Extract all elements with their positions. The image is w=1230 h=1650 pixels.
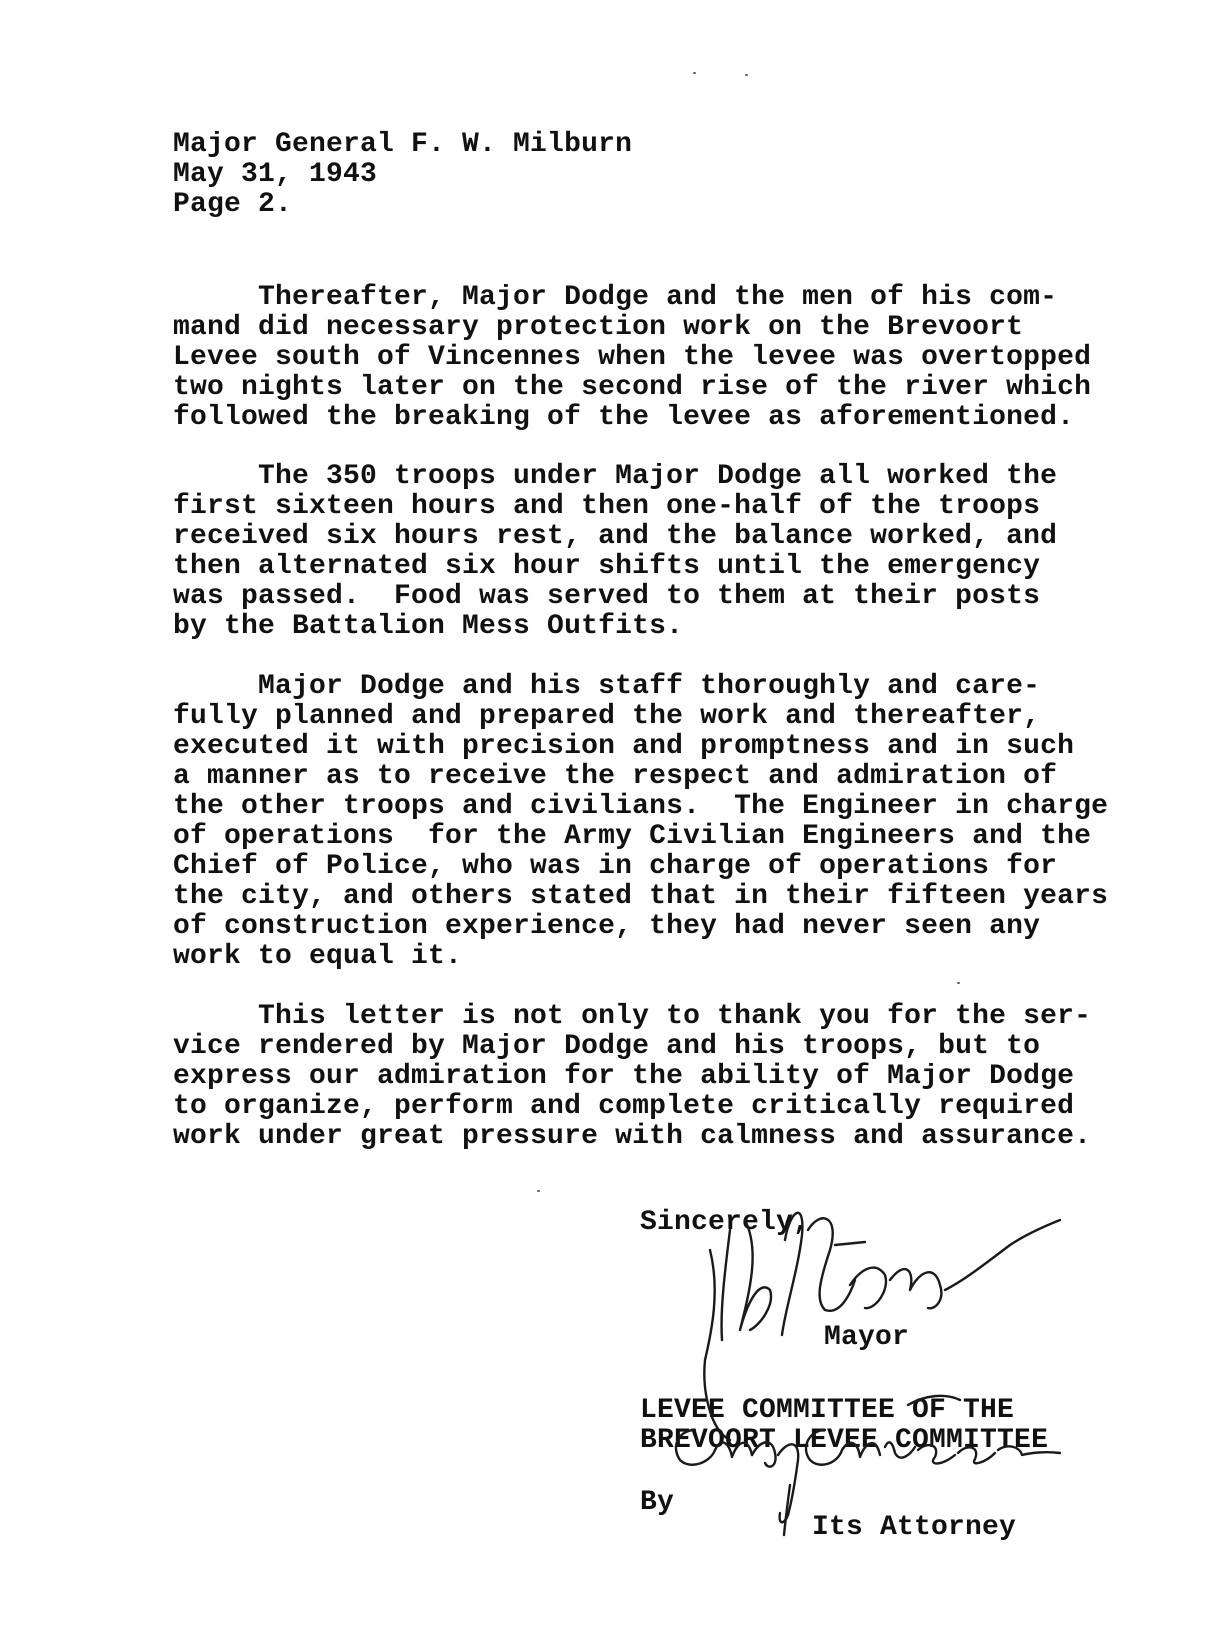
scan-speck xyxy=(537,1190,540,1192)
paragraph-line: The 350 troops under Major Dodge all worked the xyxy=(173,461,1058,492)
attorney-title: Its Attorney xyxy=(812,1512,1017,1543)
attorney-signature xyxy=(660,1375,1080,1545)
page-number-line: Page 2. xyxy=(173,189,293,220)
paragraph-line: work under great pressure with calmness and assurance. xyxy=(173,1121,1092,1152)
mayor-title: Mayor xyxy=(824,1322,910,1353)
paragraph-line: received six hours rest, and the balance worked, and xyxy=(173,521,1058,552)
paragraph-line: express our admiration for the ability of Major Dodge xyxy=(173,1061,1075,1092)
paragraph-line: Thereafter, Major Dodge and the men of his com- xyxy=(173,282,1058,313)
paragraph-line: This letter is not only to thank you for the ser- xyxy=(173,1001,1092,1032)
paragraph-line: first sixteen hours and then one-half of the troops xyxy=(173,491,1041,522)
paragraph-line: was passed. Food was served to them at their posts xyxy=(173,581,1041,612)
paragraph-line: then alternated six hour shifts until the emergency xyxy=(173,551,1041,582)
date-line: May 31, 1943 xyxy=(173,159,378,190)
paragraph-line: fully planned and prepared the work and thereafter, xyxy=(173,701,1041,732)
paragraph-line: the other troops and civilians. The Engineer in charge xyxy=(173,791,1109,822)
paragraph-line: by the Battalion Mess Outfits. xyxy=(173,611,684,642)
paragraph-line: Levee south of Vincennes when the levee was overtopped xyxy=(173,342,1092,373)
paragraph-line: mand did necessary protection work on the Brevoort xyxy=(173,312,1024,343)
sincerely-text: Sincerely, xyxy=(640,1207,811,1238)
scan-speck xyxy=(957,982,960,984)
paragraph-line: of construction experience, they had never seen any xyxy=(173,911,1041,942)
paragraph-line: vice rendered by Major Dodge and his troops, but to xyxy=(173,1031,1041,1062)
paragraph-line: executed it with precision and promptness and in such xyxy=(173,731,1075,762)
paragraph-line: Major Dodge and his staff thoroughly and care- xyxy=(173,671,1041,702)
committee-line-2: BREVOORT LEVEE COMMITTEE xyxy=(640,1425,1049,1456)
committee-line-1: LEVEE COMMITTEE OF THE xyxy=(640,1395,1015,1426)
paragraph-line: a manner as to receive the respect and admiration of xyxy=(173,761,1058,792)
paragraph-line: two nights later on the second rise of the river which xyxy=(173,372,1092,403)
recipient-line: Major General F. W. Milburn xyxy=(173,129,633,160)
paragraph-line: Chief of Police, who was in charge of operations for xyxy=(173,851,1058,882)
paragraph-line: followed the breaking of the levee as aforementioned. xyxy=(173,402,1075,433)
paragraph-line: the city, and others stated that in their fifteen years xyxy=(173,881,1109,912)
paragraph-line: work to equal it. xyxy=(173,941,463,972)
paragraph-line: to organize, perform and complete critically required xyxy=(173,1091,1075,1122)
paragraph-line: of operations for the Army Civilian Engineers and the xyxy=(173,821,1092,852)
by-text: By xyxy=(640,1487,675,1518)
scan-speck xyxy=(693,72,696,74)
scan-speck xyxy=(745,74,748,76)
